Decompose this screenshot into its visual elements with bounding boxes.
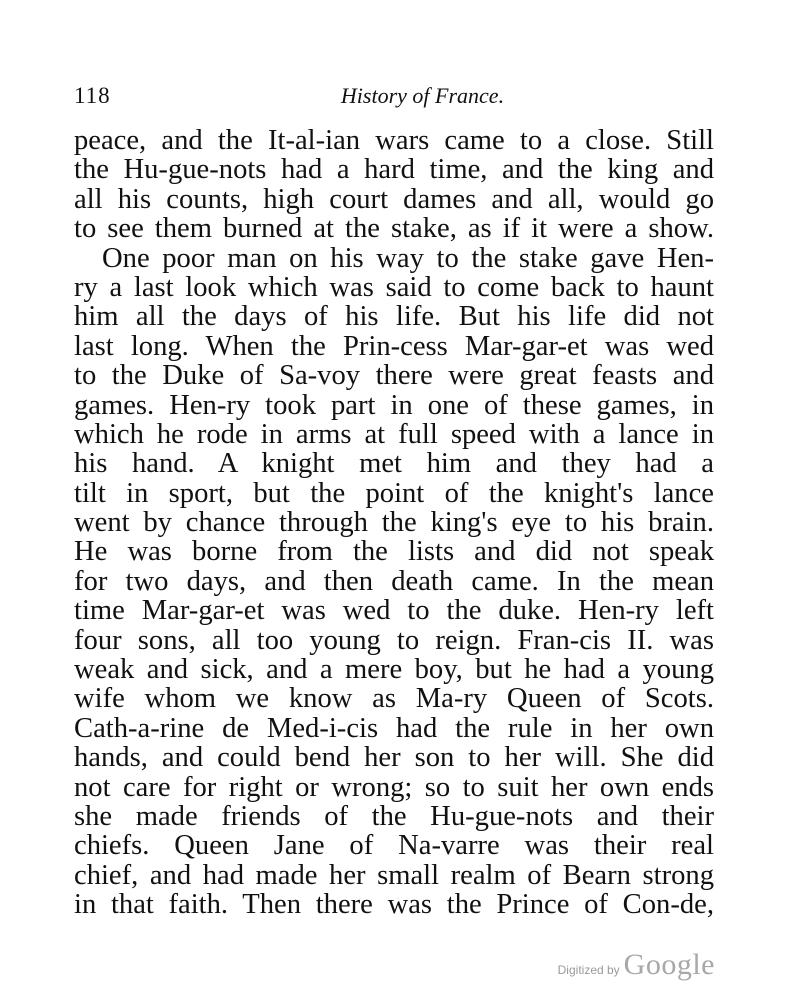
body-text [74,126,714,920]
google-logo: Google [623,948,715,981]
text-line: hands, and could bend her son to her will. She did [74,742,714,774]
text-line: for two days, and then death came. In the mean [74,565,714,597]
text-line: the Hu-gue-nots had a hard time, and the king and [74,154,714,186]
text-line: peace, and the It-al-ian wars came to a close. Still [74,125,714,156]
text-line: games. Hen-ry took part in one of these games, in [74,389,714,421]
text-line: which he rode in arms at full speed with a lance in [74,418,714,450]
text-line: last long. When the Prin-cess Mar-gar-et was wed [74,330,714,362]
text-line: four sons, all too young to reign. Fran-cis II. was [74,624,714,656]
text-line: time Mar-gar-et was wed to the duke. Hen-ry left [74,595,714,627]
text-line: him all the days of his life. But his life did not [74,301,714,333]
page-number: 118 [74,83,111,108]
text-line: wife whom we know as Ma-ry Queen of Scots. [74,683,714,715]
text-line: to see them burned at the stake, as if it were a show. [74,213,714,245]
text-line: One poor man on his way to the stake gave Hen- [102,242,714,274]
text-line: she made friends of the Hu-gue-nots and their [74,800,714,832]
watermark-prefix: Digitized by [557,963,620,977]
text-line: went by chance through the king's eye to his brain. [74,507,714,539]
text-line: Cath-a-rine de Med-i-cis had the rule in her own [74,712,714,744]
text-line: weak and sick, and a mere boy, but he had a young [74,654,714,686]
text-line: He was borne from the lists and did not speak [74,536,714,568]
digitized-watermark [558,948,715,982]
text-line: not care for right or wrong; so to suit her own ends [74,771,714,803]
text-line: ry a last look which was said to come back to haunt [74,271,714,303]
text-line: in that faith. Then there was the Prince of Con-de, [74,889,714,921]
text-line: his hand. A knight met him and they had a [74,448,714,480]
text-line: chiefs. Queen Jane of Na-varre was their real [74,830,714,862]
text-line: tilt in sport, but the point of the knight's lance [74,477,714,509]
text-line: all his counts, high court dames and all, would go [74,183,714,215]
running-title: History of France. [340,83,505,108]
text-line: to the Duke of Sa-voy there were great feasts and [74,360,714,392]
text-line: chief, and had made her small realm of Bearn strong [74,859,714,891]
